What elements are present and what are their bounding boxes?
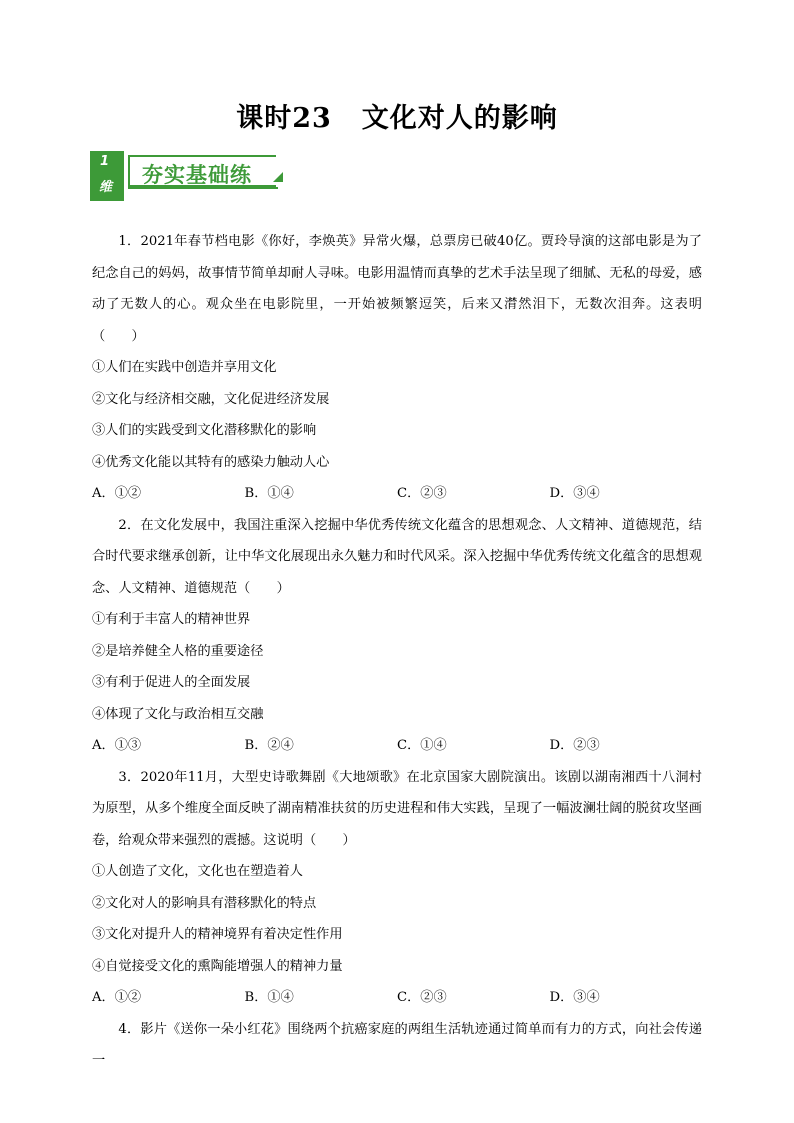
statement-option: ④自觉接受文化的熏陶能增强人的精神力量	[92, 958, 343, 974]
choice-d: D．③④	[549, 486, 600, 501]
level-badge	[90, 151, 124, 201]
choice-a: A．①③	[92, 738, 142, 753]
section-banner	[90, 151, 286, 203]
section-label-box	[128, 155, 276, 187]
lesson-number: 课时23	[236, 103, 332, 134]
question-stem: 2．在文化发展中，我国注重深入挖掘中华优秀传统文化蕴含的思想观念、人文精神、道德规范，结合时代要求继承创新，让中华文化展现出永久魅力和时代风采。深入挖掘中华优秀传统文化蕴含的思想观念、人文精神、道德规范（ ）	[92, 517, 702, 596]
statement-option: ①人创造了文化，文化也在塑造着人	[92, 864, 303, 879]
statement-option: ②是培养健全人格的重要途径	[92, 643, 264, 659]
badge-word: 维	[99, 180, 113, 195]
statement-option: ④体现了文化与政治相互交融	[92, 706, 264, 722]
banner-corner-decoration	[273, 172, 283, 182]
choice-c: C．①④	[397, 738, 447, 753]
statement-option: ①有利于丰富人的精神世界	[92, 612, 251, 627]
choice-a: A．①②	[92, 486, 142, 501]
statement-option: ③文化对提升人的精神境界有着决定性作用	[92, 927, 343, 942]
statement-option: ③有利于促进人的全面发展	[92, 675, 251, 690]
answer-choices	[92, 982, 702, 1014]
question-3	[92, 762, 702, 1014]
choice-d: D．②③	[549, 738, 600, 753]
statement-option: ②文化对人的影响具有潜移默化的特点	[92, 895, 317, 911]
choice-b: B．①④	[244, 486, 294, 501]
question-4	[92, 1014, 702, 1077]
statement-option: ④优秀文化能以其特有的感染力触动人心	[92, 454, 330, 470]
choice-d: D．③④	[549, 990, 600, 1005]
question-list	[92, 226, 702, 1077]
question-2	[92, 510, 702, 762]
badge-number: 1	[100, 154, 110, 169]
statement-option: ②文化与经济相交融，文化促进经济发展	[92, 391, 330, 407]
choice-c: C．②③	[397, 486, 447, 501]
statement-option: ③人们的实践受到文化潜移默化的影响	[92, 423, 317, 438]
banner-underline	[128, 187, 278, 189]
choice-c: C．②③	[397, 990, 447, 1005]
question-1	[92, 226, 702, 510]
section-label: 夯实基础练	[142, 163, 252, 187]
statement-option: ①人们在实践中创造并享用文化	[92, 360, 277, 375]
question-stem: 4．影片《送你一朵小红花》围绕两个抗癌家庭的两组生活轨迹通过简单而有力的方式，向社会传递一	[92, 1021, 702, 1068]
answer-choices	[92, 478, 702, 510]
choice-b: B．①④	[244, 990, 294, 1005]
page-title	[0, 96, 794, 135]
question-stem: 1．2021年春节档电影《你好，李焕英》异常火爆，总票房已破40亿。贾玲导演的这部电影是为了纪念自己的妈妈，故事情节简单却耐人寻味。电影用温情而真挚的艺术手法呈现了细腻、无私的母爱，感动了无数人的心。观众坐在电影院里，一开始被频繁逗笑，后来又潸然泪下，无数次泪奔。这表明（ ）	[92, 234, 702, 344]
choice-a: A．①②	[92, 990, 142, 1005]
lesson-name: 文化对人的影响	[361, 103, 558, 134]
answer-choices	[92, 730, 702, 762]
choice-b: B．②④	[244, 738, 294, 753]
question-stem: 3．2020年11月，大型史诗歌舞剧《大地颂歌》在北京国家大剧院演出。该剧以湖南湘西十八洞村为原型，从多个维度全面反映了湖南精准扶贫的历史进程和伟大实践，呈现了一幅波澜壮阔的脱贫攻坚画卷，给观众带来强烈的震撼。这说明（ ）	[92, 769, 702, 848]
